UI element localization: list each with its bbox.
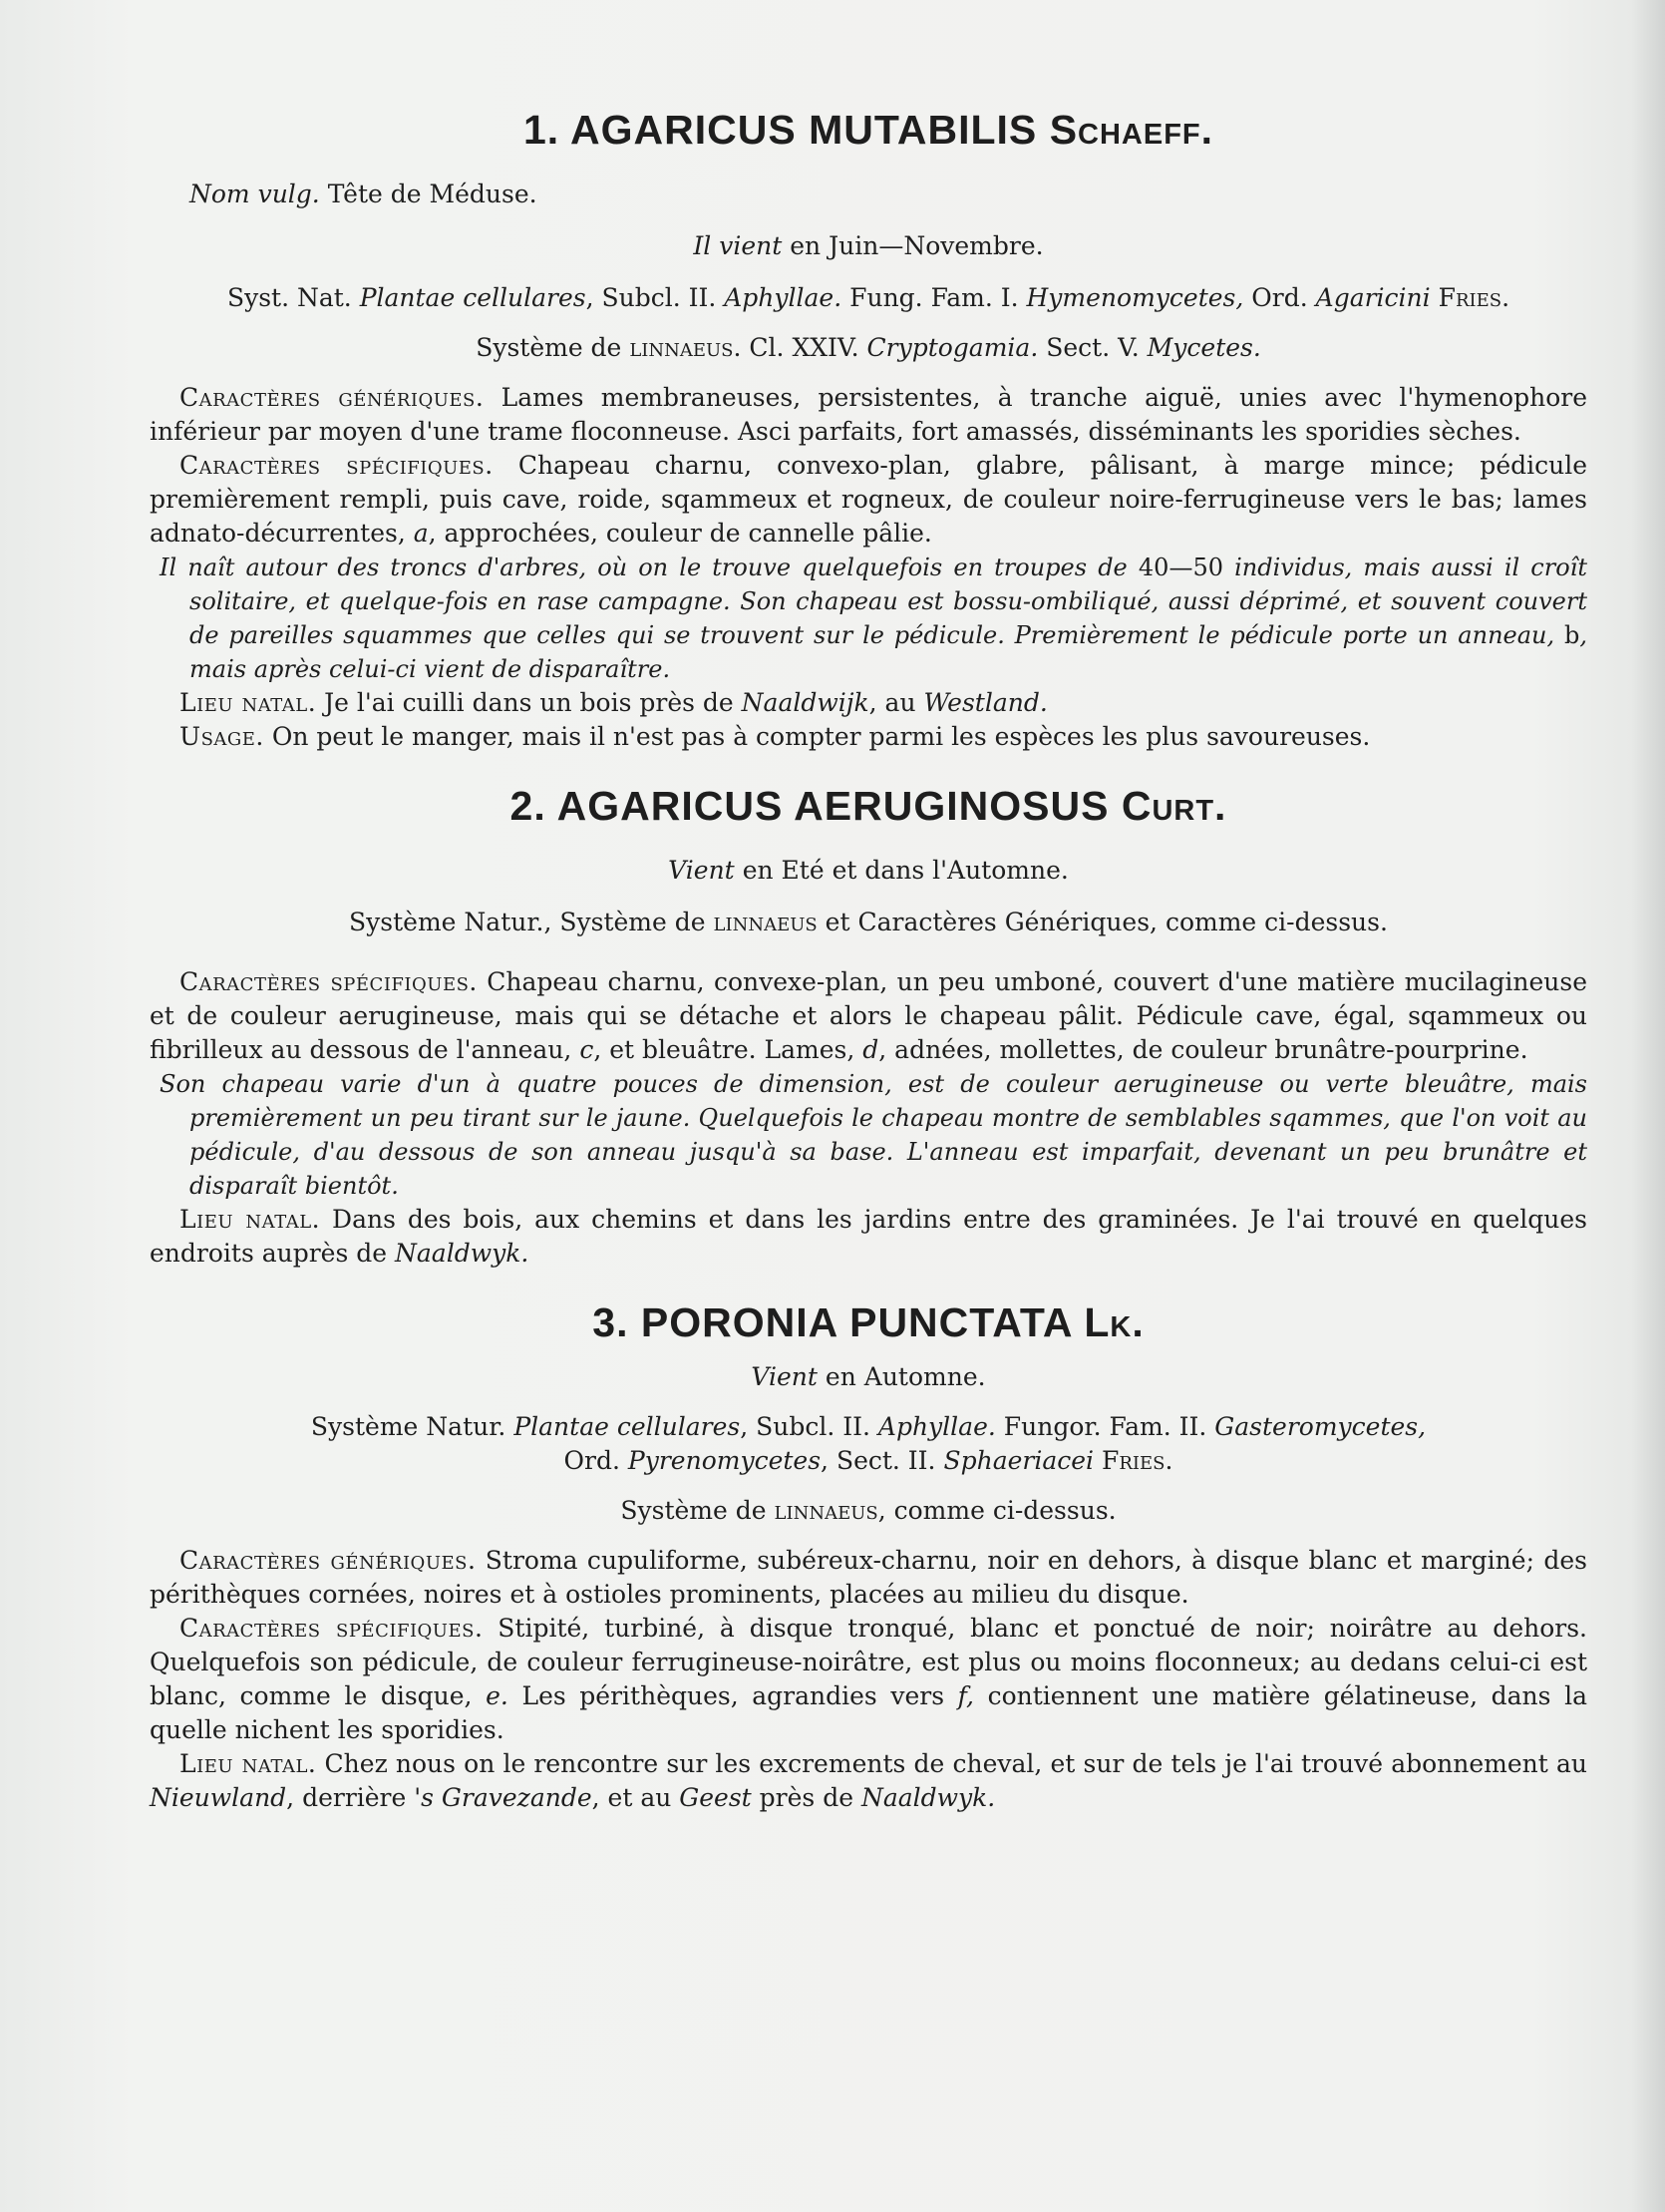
generic-text: Stroma cupuliforme, subéreux-charnu, noir en dehors, à disque blanc et marginé; des périthèques cornées, noires et à ostioles prominents, placées au milieu du disque. bbox=[150, 1546, 1587, 1609]
specific-label: Caractères spécifiques. bbox=[179, 1614, 484, 1643]
text: a bbox=[413, 519, 429, 548]
habitat bbox=[150, 1747, 1587, 1815]
text: On peut le manger, mais il n'est pas à compter parmi les espèces les plus savoureuses. bbox=[271, 722, 1371, 751]
text: Syst. Nat. bbox=[226, 283, 352, 312]
text: Fries. bbox=[1438, 283, 1510, 312]
habitat-label: Lieu natal. bbox=[179, 688, 317, 717]
title-author: Curt. bbox=[1121, 783, 1227, 829]
title-number: 3. bbox=[592, 1299, 629, 1345]
title-name: AGARICUS AERUGINOSUS bbox=[556, 783, 1110, 829]
text: Westland. bbox=[923, 688, 1048, 717]
title-author: Lk. bbox=[1084, 1299, 1145, 1345]
common-name-value: Tête de Méduse. bbox=[327, 180, 537, 208]
text: et Caractères Génériques, comme ci-dessus. bbox=[825, 908, 1388, 936]
text: , adnées, mollettes, de couleur brunâtre-pourprine. bbox=[878, 1035, 1528, 1064]
text: Sect. V. bbox=[1046, 333, 1140, 362]
text: Ord. bbox=[563, 1446, 620, 1475]
natural-system-line bbox=[150, 281, 1587, 315]
text: Fung. Fam. I. bbox=[849, 283, 1019, 312]
generic-characters bbox=[150, 1544, 1587, 1612]
text: Aphyllae. bbox=[724, 283, 842, 312]
text: Plantae cellulares bbox=[359, 283, 586, 312]
observation: Son chapeau varie d'un à quatre pouces de dimension, est de couleur aerugineuse ou verte bleuâtre, mais premièrement un peu tirant sur le jaune. Quelquefois le chapeau montre de semblables sqammes, que l'on voit au pédicule, d'au dessous de son anneau jusqu'à sa base. L'anneau est imparfait, devenant un peu brunâtre et disparaît bientôt. bbox=[160, 1070, 1587, 1200]
text: linnaeus, bbox=[774, 1496, 886, 1525]
text: Naaldwyk. bbox=[395, 1239, 529, 1268]
specific-characters bbox=[150, 1612, 1587, 1747]
habitat-label: Lieu natal. bbox=[179, 1205, 321, 1234]
linnaeus-system-line bbox=[150, 1494, 1587, 1528]
text: linnaeus bbox=[713, 908, 818, 936]
text: Cryptogamia. bbox=[866, 333, 1039, 362]
title-number: 1. bbox=[522, 107, 560, 153]
specific-characters bbox=[150, 449, 1587, 551]
text: Naaldwijk bbox=[741, 688, 869, 717]
text: 's Gravezande bbox=[414, 1783, 592, 1812]
text: , et au bbox=[591, 1783, 672, 1812]
text: b bbox=[1563, 621, 1580, 649]
season-label: Vient bbox=[751, 1362, 818, 1391]
text: f, bbox=[957, 1681, 974, 1710]
season-value: en Eté et dans l'Automne. bbox=[742, 856, 1069, 885]
season-line bbox=[150, 854, 1587, 888]
section-title bbox=[150, 1292, 1587, 1352]
text: , au bbox=[868, 688, 916, 717]
text: Stipité, turbiné, à disque tronqué, blanc et ponctué de noir; noirâtre au dehors. Quelquefois son pédicule, de couleur ferrugineuse-noirâtre, est plus ou moins floconneux; au dedans celui-ci est blanc, comme le disque, bbox=[150, 1614, 1587, 1710]
season-line bbox=[150, 1360, 1587, 1394]
text: Naaldwyk. bbox=[860, 1783, 996, 1812]
text: Chez nous on le rencontre sur les excrements de cheval, et sur de tels je l'ai trouvé abonnement au bbox=[324, 1749, 1587, 1778]
text: Cl. XXIV. bbox=[749, 333, 859, 362]
title-number: 2. bbox=[509, 783, 546, 829]
text: Chapeau charnu, convexo-plan, glabre, pâlisant, à marge mince; pédicule premièrement rempli, puis cave, roide, sqammeux et rogneux, de couleur noire-ferrugineuse vers le bas; lames adnato-décurrentes, bbox=[150, 451, 1588, 548]
usage bbox=[150, 720, 1587, 754]
text: , mais après celui-ci vient de disparaître. bbox=[189, 621, 1587, 683]
text: Hymenomycetes, bbox=[1026, 283, 1244, 312]
text: Je l'ai cuilli dans un bois près de bbox=[324, 688, 734, 717]
spacer bbox=[150, 754, 1587, 776]
linnaeus-system-line bbox=[150, 331, 1587, 365]
text: Système Natur., Système de bbox=[349, 908, 706, 936]
natural-system-line bbox=[150, 906, 1587, 939]
section-title bbox=[150, 776, 1587, 836]
text: Fries. bbox=[1102, 1446, 1173, 1475]
text: Système de bbox=[476, 333, 622, 362]
text: , approchées, couleur de cannelle pâlie. bbox=[428, 519, 932, 548]
season-value: en Automne. bbox=[825, 1362, 986, 1391]
title-name: AGARICUS MUTABILIS bbox=[570, 107, 1038, 153]
text: contiennent une matière gélatineuse, dans la quelle nichent les sporidies. bbox=[150, 1681, 1587, 1744]
text: comme ci-dessus. bbox=[893, 1496, 1117, 1525]
text: , et bleuâtre. Lames, bbox=[593, 1035, 855, 1064]
section-title bbox=[150, 100, 1587, 160]
habitat-label: Lieu natal. bbox=[179, 1749, 317, 1778]
text: Aphyllae. bbox=[877, 1412, 996, 1441]
season-line bbox=[150, 229, 1587, 263]
text: Agaricini bbox=[1315, 283, 1431, 312]
specific-label: Caractères spécifiques. bbox=[179, 451, 494, 480]
text: Fungor. Fam. II. bbox=[1003, 1412, 1207, 1441]
season-label: Il vient bbox=[693, 231, 783, 260]
season-label: Vient bbox=[668, 856, 735, 885]
text: d bbox=[862, 1035, 879, 1064]
text: Système de bbox=[620, 1496, 767, 1525]
text: Pyrenomycetes bbox=[627, 1446, 822, 1475]
habitat bbox=[150, 1203, 1587, 1271]
text: Dans des bois, aux chemins et dans les jardins entre des graminées. Je l'ai trouvé en quelques endroits auprès de bbox=[150, 1205, 1587, 1268]
generic-characters bbox=[150, 381, 1587, 449]
text: Ord. bbox=[1251, 283, 1308, 312]
text: 40—50 bbox=[1138, 553, 1223, 581]
observation bbox=[150, 551, 1587, 686]
title-author: Schaeff. bbox=[1049, 107, 1214, 153]
text: linnaeus. bbox=[629, 333, 742, 362]
natural-system-line bbox=[150, 1410, 1587, 1478]
text: près de bbox=[759, 1783, 853, 1812]
text: , Subcl. II. bbox=[585, 283, 717, 312]
text: c bbox=[579, 1035, 594, 1064]
text: Les périthèques, agrandies vers bbox=[521, 1681, 945, 1710]
text: Plantae cellulares bbox=[513, 1412, 741, 1441]
text: Nieuwland bbox=[150, 1783, 287, 1812]
text: Il naît autour des troncs d'arbres, où on le trouve quelquefois en troupes de bbox=[160, 553, 1128, 581]
generic-label: Caractères génériques. bbox=[179, 383, 485, 412]
common-name-line bbox=[150, 178, 1587, 211]
text: Système Natur. bbox=[310, 1412, 506, 1441]
specific-characters bbox=[150, 965, 1587, 1067]
generic-text: Lames membraneuses, persistentes, à tranche aiguë, unies avec l'hymenophore inférieur par moyen d'une trame floconneuse. Asci parfaits, fort amassés, disséminants les sporidies sèches. bbox=[150, 383, 1588, 446]
common-name-label: Nom vulg. bbox=[189, 180, 320, 208]
specific-label: Caractères spécifiques. bbox=[179, 967, 478, 996]
text: Sphaeriacei bbox=[943, 1446, 1095, 1475]
text: individus, mais aussi il croît solitaire, et quelque-fois en rase campagne. Son chapeau est bossu-ombiliqué, aussi déprimé, et souvent couvert de pareilles squammes que celles qui se trouvent sur le pédicule. Premièrement le pédicule porte un anneau, bbox=[189, 553, 1587, 649]
text: , Subcl. II. bbox=[740, 1412, 870, 1441]
habitat bbox=[150, 686, 1587, 720]
spacer bbox=[150, 1271, 1587, 1292]
usage-label: Usage. bbox=[179, 722, 264, 751]
text: Chapeau charnu, convexe-plan, un peu umboné, couvert d'une matière mucilagineuse et de couleur aerugineuse, mais qui se détache et alors le chapeau pâlit. Pédicule cave, égal, sqammeux ou fibrilleux au dessous de l'anneau, bbox=[150, 967, 1587, 1064]
generic-label: Caractères génériques. bbox=[179, 1546, 477, 1575]
text: e. bbox=[486, 1681, 508, 1710]
text: Gasteromycetes, bbox=[1214, 1412, 1427, 1441]
text: Geest bbox=[679, 1783, 752, 1812]
text: Mycetes. bbox=[1147, 333, 1261, 362]
season-value: en Juin—Novembre. bbox=[790, 231, 1044, 260]
title-name: PORONIA PUNCTATA bbox=[640, 1299, 1072, 1345]
text: , Sect. II. bbox=[821, 1446, 936, 1475]
text: , derrière bbox=[286, 1783, 407, 1812]
